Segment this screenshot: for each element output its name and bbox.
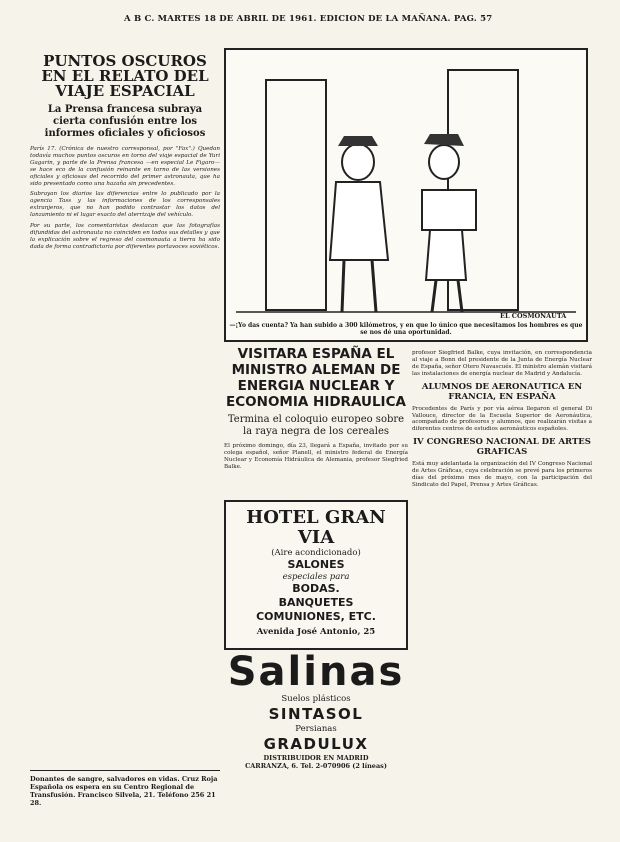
article-subhead: Termina el coloquio europeo sobre la raya negra de los cereales	[227, 414, 405, 437]
salinas-brand1: SINTASOL	[268, 705, 364, 723]
article-headline: PUNTOS OSCUROS EN EL RELATO DEL VIAJE ESPACIAL	[41, 52, 209, 100]
left-elevator-door	[266, 80, 326, 310]
article-paragraph: profesor Siegfried Balke, cuya invitación, en correspondencia al viaje a Bonn del presidente de la Junta de Energía Nuclear de España, señor Otero Navascués. El ministro alemán visitará las instalaciones de energía nuclear de Madrid y Andalucía.	[412, 350, 592, 377]
article-paragraph: Está muy adelantada la organización del IV Congreso Nacional de Artes Gráficas, cuya celebración se prevé para los primeros días del próximo mes de mayo, con la participación del Sindicato del Papel, Prensa y Artes Gráficas.	[412, 461, 592, 488]
salinas-line2: Persianas	[295, 724, 337, 734]
article-paragraph: Por su parte, los comentaristas destacan que las fotografías difundidas del astronauta no coinciden en todos sus detalles y que la explicación sobre el regreso del cosmonauta a tierra ha sido dada de forma contradictoria por diferentes portavoces soviéticos.	[30, 223, 220, 250]
right-column	[412, 350, 592, 493]
cosmonaut-cartoon	[224, 48, 588, 342]
article-paragraph: El próximo domingo, día 23, llegará a España, invitado por su colega español, señor Planell, el ministro federal de Energía Nuclear y Economía Hidráulica de Alemania, profesor Siegfried Balke.	[224, 443, 408, 470]
salinas-ad	[224, 650, 408, 832]
article-subhead: La Prensa francesa subraya cierta confusión entre los informes oficiales y oficiosos	[44, 104, 206, 139]
section-heading: IV CONGRESO NACIONAL DE ARTES GRAFICAS	[413, 437, 591, 458]
salinas-name: Salinas	[227, 649, 405, 695]
hotel-address: Avenida José Antonio, 25	[256, 627, 376, 637]
blood-donor-notice: Donantes de sangre, salvadores en vidas. Cruz Roja Española os espera en su Centro Regional de Transfusión. Francisco Silvela, 21. Teléfono 256 21 28.	[30, 770, 220, 807]
hotel-tagline: (Aire acondicionado)	[271, 548, 361, 558]
article-headline: VISITARA ESPAÑA EL MINISTRO ALEMAN DE ENERGIA NUCLEAR Y ECONOMIA HIDRAULICA	[226, 346, 406, 410]
article-paragraph: Subrayan los diarios las diferencias entre lo publicado por la agencia Tass y las informaciones de los corresponsales extranjeros, que no han podido contrastar los datos del lanzamiento ni el lugar exacto del aterrizaje del vehículo.	[30, 191, 220, 219]
hotel-salones: SALONES	[287, 558, 345, 571]
article-paragraph: Procedentes de París y por vía aérea llegaron el general Di Vallouce, director de la Escuela Superior de Aeronáutica, acompañado de profesores y alumnos, que realizarán visitas a diferentes centros de estudios aeronáuticos españoles.	[412, 405, 592, 433]
salinas-line1: Suelos plásticos	[281, 694, 351, 704]
hotel-comuniones: COMUNIONES, ETC.	[256, 610, 376, 623]
salinas-address: CARRANZA, 6. Tel. 2-070906 (2 líneas)	[245, 762, 387, 770]
page-header: A B C. MARTES 18 DE ABRIL DE 1961. EDICION DE LA MAÑANA. PAG. 57	[124, 14, 493, 24]
cartoon-caption: —¡Yo das cuenta? Ya han subido a 300 kilómetros, y en que lo único que necesitamos los hombres es que se nos dé una oportunidad.	[229, 322, 583, 336]
article-space-trip	[30, 54, 220, 255]
article-minister-visit	[224, 346, 408, 475]
article-paragraph: París 17. (Crónica de nuestro corresponsal, por "Fax".) Quedan todavía muchos puntos oscuros en torno del viaje espacial de Yuri Gagarin, y parte de la Prensa francesa —en especial Le Figaro— se hace eco de la confusión reinante en torno de las versiones oficiales y oficiosas del recorrido del primer astronauta, que ha sido presentado como una hazaña sin precedentes.	[30, 146, 220, 187]
left-figure	[330, 136, 388, 312]
section-heading: ALUMNOS DE AERONAUTICA EN FRANCIA, EN ESPAÑA	[421, 381, 583, 402]
hotel-bodas: BODAS.	[292, 582, 340, 595]
cartoon-drawing	[226, 50, 586, 340]
hotel-banquetes: BANQUETES	[278, 596, 354, 609]
salinas-distributor: DISTRIBUIDOR EN MADRID	[263, 754, 369, 762]
salinas-brand2: GRADULUX	[263, 735, 369, 753]
newspaper-icon	[422, 190, 476, 230]
hotel-gran-via-ad	[224, 500, 408, 650]
hotel-name: HOTEL GRAN VIA	[246, 507, 386, 548]
cartoon-title: EL COSMONAUTA	[500, 312, 567, 320]
hotel-especiales: especiales para	[282, 572, 350, 582]
